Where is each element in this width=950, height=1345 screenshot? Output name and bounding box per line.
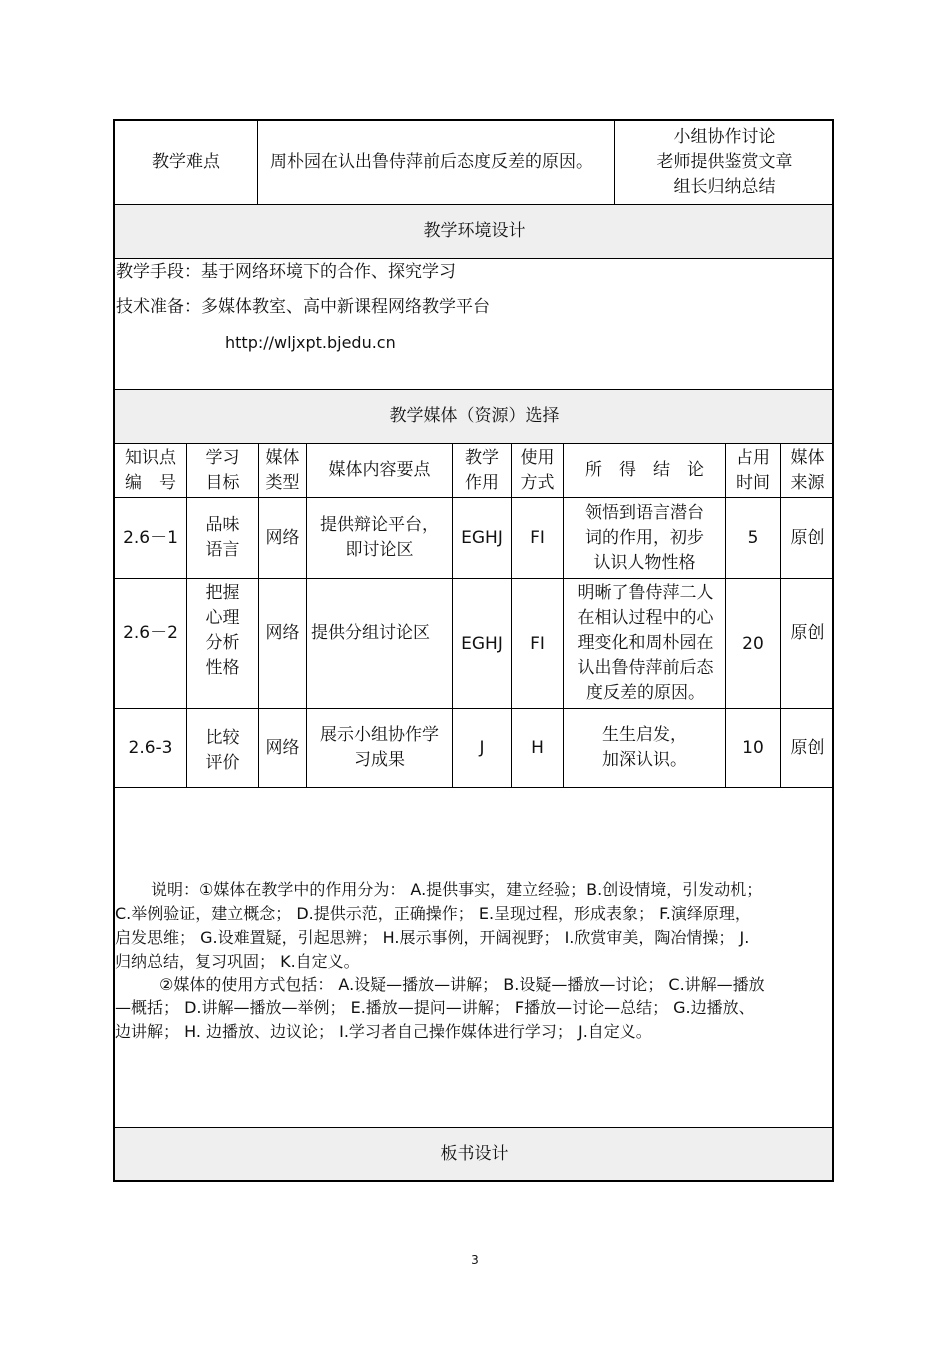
header-content: 媒体内容要点 bbox=[328, 460, 431, 480]
note-line: 说明：①媒体在教学中的作用分为： A.提供事实，建立经验；B.创设情境，引发动机； bbox=[151, 880, 763, 899]
row1-goal: 品味 语言 bbox=[205, 515, 240, 560]
row2-role: EGHJ bbox=[461, 633, 503, 654]
rule bbox=[115, 787, 834, 788]
row3-role: J bbox=[479, 737, 485, 758]
header-type: 媒体 类型 bbox=[265, 447, 300, 493]
note-line: C.举例验证，建立概念； D.提供示范，正确操作； E.呈现过程，形成表象； F.演绎原理， bbox=[115, 904, 751, 923]
rule bbox=[115, 258, 834, 259]
note-line: 启发思维； G.设难置疑，引起思辨； H.展示事例，开阔视野； I.欣赏审美，陶冶情操； J. bbox=[115, 928, 750, 947]
page-number: 3 bbox=[471, 1253, 479, 1267]
row2-type: 网络 bbox=[265, 622, 300, 643]
row2-goal: 把握 心理 分析 性格 bbox=[205, 582, 240, 678]
media-section-title: 教学媒体（资源）选择 bbox=[389, 406, 560, 426]
row1-type: 网络 bbox=[265, 527, 300, 548]
difficulty-content: 周朴园在认出鲁侍萍前后态度反差的原因。 bbox=[270, 152, 593, 172]
difficulty-methods bbox=[615, 121, 834, 204]
row2-time: 20 bbox=[742, 633, 764, 654]
method-line: 老师提供鉴赏文章 bbox=[656, 152, 793, 172]
row2-content: 提供分组讨论区 bbox=[311, 622, 430, 643]
row3-id: 2.6-3 bbox=[128, 737, 173, 758]
row3-source: 原创 bbox=[790, 737, 825, 758]
note-line: ②媒体的使用方式包括： A.设疑—播放—讲解； B.设疑—播放—讨论； C.讲解—播放 bbox=[159, 975, 765, 994]
row2-conclusion: 明晰了鲁侍萍二人 在相认过程中的心 理变化和周朴园在 认出鲁侍萍前后态 度反差的原因。 bbox=[577, 583, 714, 703]
row1-content: 提供辩论平台， 即讨论区 bbox=[320, 515, 439, 560]
row1-mode: FI bbox=[530, 527, 545, 548]
header-id: 知识点 编 号 bbox=[125, 447, 176, 493]
header-source: 媒体 来源 bbox=[790, 447, 825, 493]
header-role: 教学 作用 bbox=[465, 447, 499, 493]
row1-id: 2.6－1 bbox=[123, 527, 178, 548]
row1-conclusion: 领悟到语言潜台 词的作用，初步 认识人物性格 bbox=[585, 502, 704, 573]
header-time: 占用 时间 bbox=[736, 447, 770, 493]
env-section-title: 教学环境设计 bbox=[423, 221, 526, 241]
board-design-title: 板书设计 bbox=[440, 1144, 509, 1164]
row2-source: 原创 bbox=[790, 622, 825, 643]
header-conclusion: 所 得 结 论 bbox=[585, 460, 704, 480]
row3-mode: H bbox=[531, 737, 544, 758]
note-line: 边讲解； H. 边播放、边议论； I.学习者自己操作媒体进行学习； J.自定义。 bbox=[115, 1022, 652, 1041]
row3-type: 网络 bbox=[265, 737, 300, 758]
method-line: 组长归纳总结 bbox=[673, 177, 776, 197]
row3-goal: 比较 评价 bbox=[205, 728, 240, 773]
row3-time: 10 bbox=[742, 737, 764, 758]
row3-content: 展示小组协作学 习成果 bbox=[320, 725, 439, 770]
row2-id: 2.6－2 bbox=[123, 622, 178, 643]
row1-source: 原创 bbox=[790, 527, 825, 548]
note-line: 归纳总结，复习巩固； K.自定义。 bbox=[115, 952, 360, 971]
difficulty-label: 教学难点 bbox=[152, 152, 220, 172]
row3-conclusion: 生生启发， 加深认识。 bbox=[602, 725, 687, 770]
env-means: 教学手段：基于网络环境下的合作、探究学习 bbox=[116, 262, 456, 282]
method-line: 小组协作讨论 bbox=[673, 127, 776, 147]
row1-role: EGHJ bbox=[461, 527, 503, 548]
env-tech: 技术准备：多媒体教室、高中新课程网络教学平台 bbox=[116, 297, 490, 317]
row2-mode: FI bbox=[530, 633, 545, 654]
rule bbox=[257, 121, 258, 204]
note-line: —概括； D.讲解—播放—举例； E.播放—提问—讲解； F播放—讨论—总结； G.边播放、 bbox=[115, 998, 755, 1017]
env-url: http://wljxpt.bjedu.cn bbox=[225, 333, 396, 352]
header-mode: 使用 方式 bbox=[520, 447, 555, 493]
header-goal: 学习 目标 bbox=[205, 447, 240, 493]
row1-time: 5 bbox=[747, 527, 759, 548]
